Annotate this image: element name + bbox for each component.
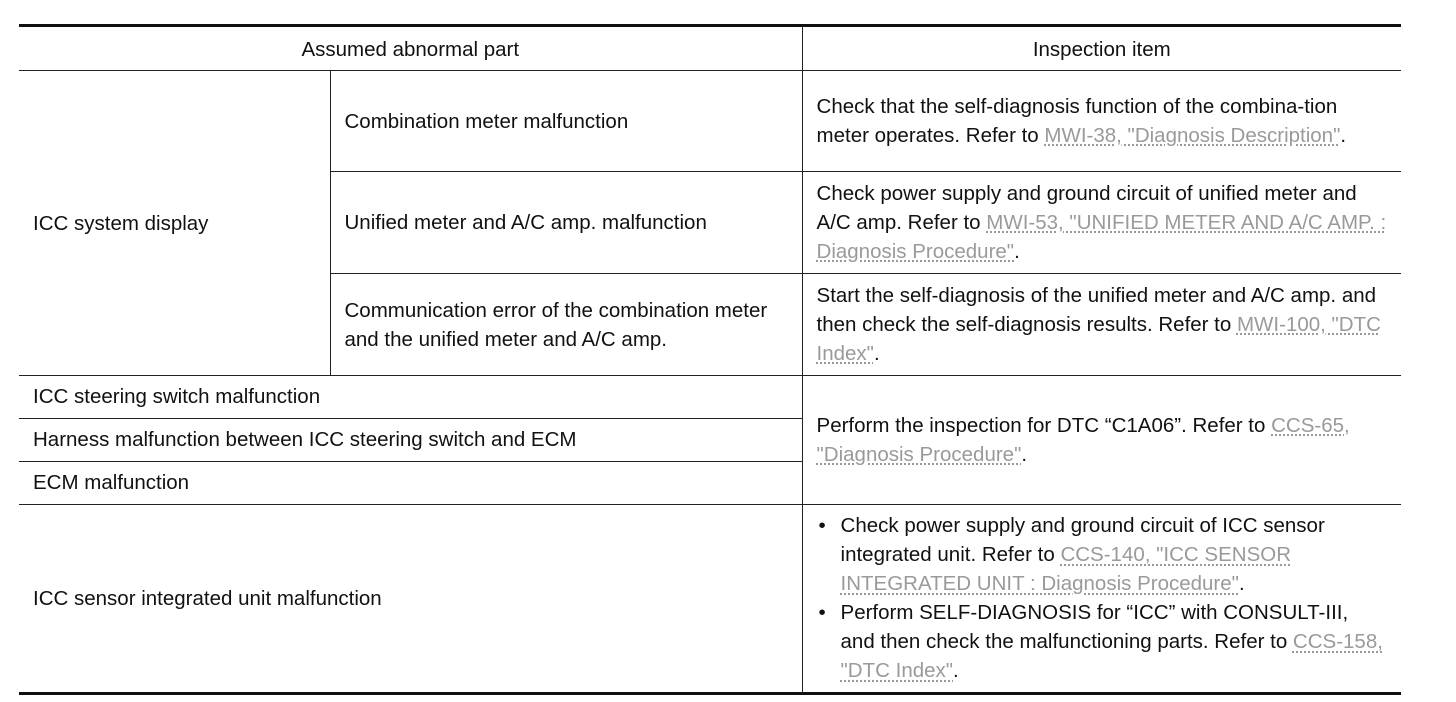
inspection-cell <box>802 505 1401 694</box>
bullet-icon: • <box>818 601 826 624</box>
table-row <box>19 376 1401 419</box>
inspection-cell <box>802 71 1401 172</box>
diagnosis-table <box>19 24 1401 695</box>
reference-link[interactable]: CCS-158, "DTC Index" <box>840 630 1383 682</box>
bullet-icon: • <box>818 514 826 537</box>
part-cell: ICC sensor integrated unit malfunction <box>19 505 802 694</box>
header-inspection-item: Inspection item <box>802 26 1401 71</box>
inspection-text-end: . <box>1014 239 1020 263</box>
reference-link[interactable]: MWI-100, "DTC Index" <box>816 312 1381 365</box>
inspection-text: Perform SELF-DIAGNOSIS for “ICC” with CONSULT-III, and then check the malfunctioning parts. Refer to <box>840 601 1349 653</box>
part-cell: Harness malfunction between ICC steering switch and ECM <box>19 419 802 462</box>
part-cell: Communication error of the combination meter and the unified meter and A/C amp. <box>330 274 802 376</box>
header-assumed-abnormal-part: Assumed abnormal part <box>19 26 802 71</box>
inspection-text: Check power supply and ground circuit of ICC sensor integrated unit. Refer to <box>840 514 1325 566</box>
reference-link[interactable]: CCS-65, "Diagnosis Procedure" <box>816 413 1350 466</box>
inspection-cell <box>802 376 1401 505</box>
reference-link[interactable]: CCS-140, "ICC SENSOR INTEGRATED UNIT : Diagnosis Procedure" <box>840 543 1292 595</box>
inspection-cell <box>802 274 1401 376</box>
table-row <box>19 505 1401 694</box>
inspection-text-end: . <box>873 341 880 365</box>
icc-system-display-cell: ICC system display <box>19 71 330 376</box>
list-item <box>817 598 1388 685</box>
inspection-cell <box>802 172 1401 274</box>
table-row <box>19 71 1401 172</box>
inspection-text-end: . <box>953 659 959 682</box>
reference-link[interactable]: MWI-53, "UNIFIED METER AND A/C AMP. : Diagnosis Procedure" <box>816 210 1387 263</box>
inspection-text: Check power supply and ground circuit of unified meter and A/C amp. Refer to <box>816 181 1357 234</box>
inspection-text-end: . <box>1340 123 1347 147</box>
table-header-row <box>19 26 1401 71</box>
part-cell: Unified meter and A/C amp. malfunction <box>330 172 802 274</box>
part-cell: ECM malfunction <box>19 462 802 505</box>
part-cell: ICC steering switch malfunction <box>19 376 802 419</box>
inspection-text-end: . <box>1021 442 1028 466</box>
list-item <box>817 511 1388 598</box>
part-cell: Combination meter malfunction <box>330 71 802 172</box>
inspection-text: Start the self-diagnosis of the unified meter and A/C amp. and then check the self-diagnosis results. Refer to <box>816 283 1377 336</box>
inspection-text: Perform the inspection for DTC “C1A06”. Refer to <box>816 413 1272 437</box>
inspection-list <box>817 511 1388 685</box>
reference-link[interactable]: MWI-38, "Diagnosis Description" <box>1044 123 1341 147</box>
inspection-text: Check that the self-diagnosis function of the combina-tion meter operates. Refer to <box>816 94 1338 147</box>
inspection-text-end: . <box>1238 572 1245 595</box>
